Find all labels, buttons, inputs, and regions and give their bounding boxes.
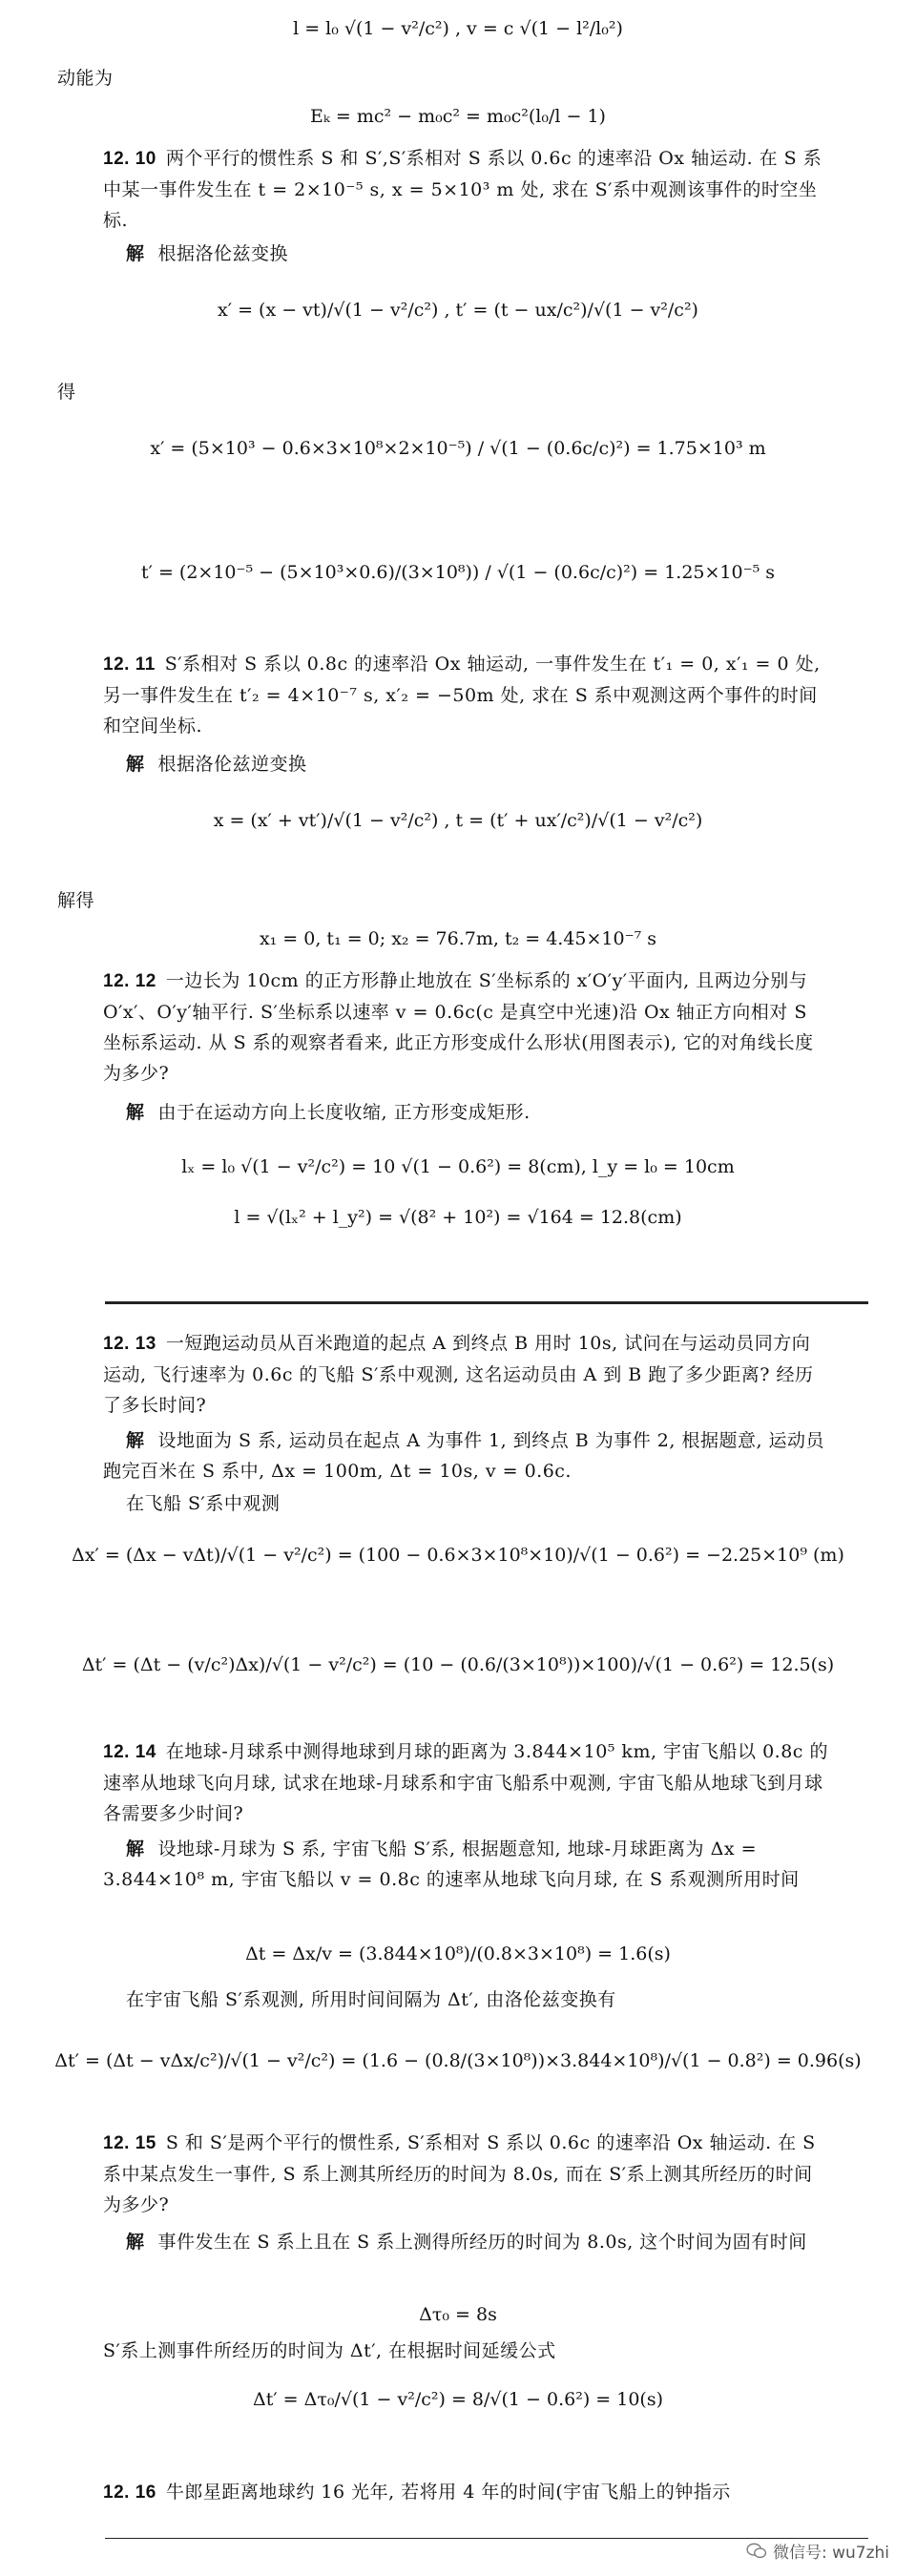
problem-12-12 [103, 966, 828, 1089]
solution-text: 根据洛伦兹逆变换 [157, 754, 307, 775]
solution-text: 设地球-月球为 S 系, 宇宙飞船 S′系, 根据题意知, 地球-月球距离为 Δx = 3.844×10⁸ m, 宇宙飞船以 v = 0.8c 的速率从地球飞向月球, 在 S 系观测所用时间 [103, 1839, 800, 1890]
problem-text: S′系相对 S 系以 0.8c 的速率沿 Ox 轴运动, 一事件发生在 t′₁ = 0, x′₁ = 0 处, 另一事件发生在 t′₂ = 4×10⁻⁷ s, x′₂ = −50m 处, 求在 S 系中观测这两个事件的时间和空间坐标. [103, 654, 821, 737]
problem-number: 12. 11 [103, 654, 156, 675]
problem-number: 12. 16 [103, 2483, 156, 2503]
problem-text: 在地球-月球系中测得地球到月球的距离为 3.844×10⁵ km, 宇宙飞船以 0.8c 的速率从地球飞向月球, 试求在地球-月球系和宇宙飞船系中观测, 宇宙飞船从地球飞到月球各需要多少时间? [103, 1741, 828, 1824]
delta-x-prime-eq: Δx′ = (Δx − vΔt)/√(1 − v²/c²) = (100 − 0.6×3×10⁸×10)/√(1 − 0.6²) = −2.25×10⁹ (m) [72, 1545, 844, 1566]
problem-text: 一短跑运动员从百米跑道的起点 A 到终点 B 用时 10s, 试问在与运动员同方向运动, 飞行速率为 0.6c 的飞船 S′系中观测, 这名运动员由 A 到 B 跑了多少距离? 经历了多长时间? [103, 1333, 814, 1416]
watermark-text: 微信号: wu7zhi [772, 2544, 889, 2563]
solution-label: 解 [126, 1839, 145, 1859]
sub-text: 在飞船 S′系中观测 [126, 1493, 281, 1514]
diagonal-eq: l = √(lₓ² + l_y²) = √(8² + 10²) = √164 = 12.8(cm) [234, 1207, 682, 1228]
problem-12-13 [103, 1328, 828, 1421]
solution-12-13 [103, 1425, 828, 1486]
problem-12-11 [103, 649, 828, 741]
solution-label: 解 [126, 1102, 145, 1123]
time-dilation-eq: Δt′ = Δτ₀/√(1 − v²/c²) = 8/√(1 − 0.6²) = 10(s) [252, 2389, 664, 2410]
sub-text: S′系上测事件所经历的时间为 Δt′, 在根据时间延缓公式 [103, 2340, 556, 2361]
solution-12-14 [103, 1834, 828, 1895]
wechat-icon [746, 2543, 767, 2560]
top-equation: l = l₀ √(1 − v²/c²) , v = c √(1 − l²/l₀²) [293, 18, 623, 39]
solution-label: 解 [126, 2232, 145, 2253]
solution-text: 设地面为 S 系, 运动员在起点 A 为事件 1, 到终点 B 为事件 2, 根据题意, 运动员跑完百米在 S 系中, Δx = 100m, Δt = 10s, v = 0.6c. [103, 1430, 825, 1482]
problem-12-16 [103, 2477, 828, 2508]
ke-equation: Eₖ = mc² − m₀c² = m₀c²(l₀/l − 1) [310, 106, 606, 127]
problem-number: 12. 15 [103, 2133, 156, 2153]
sub-text: 在宇宙飞船 S′系观测, 所用时间间隔为 Δt′, 由洛伦兹变换有 [126, 1989, 616, 2010]
jiede-label: 解得 [57, 890, 95, 911]
ke-intro: 动能为 [57, 68, 114, 89]
solution-label: 解 [126, 1430, 145, 1451]
solution-label: 解 [126, 243, 145, 264]
solution-text: 事件发生在 S 系上且在 S 系上测得所经历的时间为 8.0s, 这个时间为固有时间 [157, 2232, 807, 2253]
de-label: 得 [57, 382, 76, 403]
wechat-watermark [746, 2539, 889, 2563]
solution-text: 根据洛伦兹变换 [157, 243, 289, 264]
section-divider [105, 1301, 868, 1304]
problem-number: 12. 10 [103, 149, 156, 169]
problem-12-10 [103, 143, 828, 236]
problem-text: S 和 S′是两个平行的惯性系, S′系相对 S 系以 0.6c 的速率沿 Ox 轴运动. 在 S 系中某点发生一事件, S 系上测其所经历的时间为 8.0s, 而在 S′系上测其所经历的时间为多少? [103, 2132, 816, 2215]
delta-t-eq: Δt = Δx/v = (3.844×10⁸)/(0.8×3×10⁸) = 1.6(s) [245, 1943, 671, 1964]
solution-label: 解 [126, 754, 145, 775]
solution-12-11 [103, 749, 828, 779]
solution-12-15 [103, 2227, 828, 2257]
t-prime-eq: t′ = (2×10⁻⁵ − (5×10³×0.6)/(3×10⁸)) / √(1 − (0.6c/c)²) = 1.25×10⁻⁵ s [140, 562, 776, 583]
result-eq: x₁ = 0, t₁ = 0; x₂ = 76.7m, t₂ = 4.45×10⁻⁷ s [259, 928, 657, 949]
solution-text: 由于在运动方向上长度收缩, 正方形变成矩形. [157, 1102, 531, 1123]
solution-12-10 [103, 239, 828, 269]
problem-number: 12. 13 [103, 1334, 156, 1354]
problem-12-15 [103, 2128, 828, 2220]
problem-12-14 [103, 1736, 828, 1829]
proper-time-eq: Δτ₀ = 8s [419, 2304, 497, 2325]
delta-t-prime-eq: Δt′ = (Δt − vΔx/c²)/√(1 − v²/c²) = (1.6 − (0.8/(3×10⁸))×3.844×10⁸)/√(1 − 0.8²) = 0.96(s) [54, 2050, 862, 2071]
problem-number: 12. 14 [103, 1742, 156, 1762]
delta-t-prime-eq: Δt′ = (Δt − (v/c²)Δx)/√(1 − v²/c²) = (10 − (0.6/(3×10⁸))×100)/√(1 − 0.6²) = 12.5(s) [81, 1654, 835, 1675]
problem-number: 12. 12 [103, 971, 156, 991]
problem-text: 两个平行的惯性系 S 和 S′,S′系相对 S 系以 0.6c 的速率沿 Ox 轴运动. 在 S 系中某一事件发生在 t = 2×10⁻⁵ s, x = 5×10³ m 处, 求在 S′系中观测该事件的时空坐标. [103, 148, 822, 231]
inverse-lorentz-eq: x = (x′ + vt′)/√(1 − v²/c²) , t = (t′ + ux′/c²)/√(1 − v²/c²) [213, 810, 703, 831]
lorentz-transform-eq: x′ = (x − vt)/√(1 − v²/c²) , t′ = (t − ux/c²)/√(1 − v²/c²) [218, 300, 698, 321]
problem-text: 牛郎星距离地球约 16 光年, 若将用 4 年的时间(宇宙飞船上的钟指示 [165, 2482, 731, 2503]
problem-text: 一边长为 10cm 的正方形静止地放在 S′坐标系的 x′O′y′平面内, 且两边分别与 O′x′、O′y′轴平行. S′坐标系以速率 v = 0.6c(c 是真空中光速)沿 Ox 轴正方向相对 S 坐标系运动. 从 S 系的观察者看来, 此正方形变成什么形状(用图表示), 它的对角线长度为多少? [103, 970, 814, 1084]
lx-eq: lₓ = l₀ √(1 − v²/c²) = 10 √(1 − 0.6²) = 8(cm), l_y = l₀ = 10cm [181, 1156, 735, 1177]
solution-12-12 [103, 1097, 828, 1128]
x-prime-eq: x′ = (5×10³ − 0.6×3×10⁸×2×10⁻⁵) / √(1 − (0.6c/c)²) = 1.75×10³ m [150, 438, 766, 459]
